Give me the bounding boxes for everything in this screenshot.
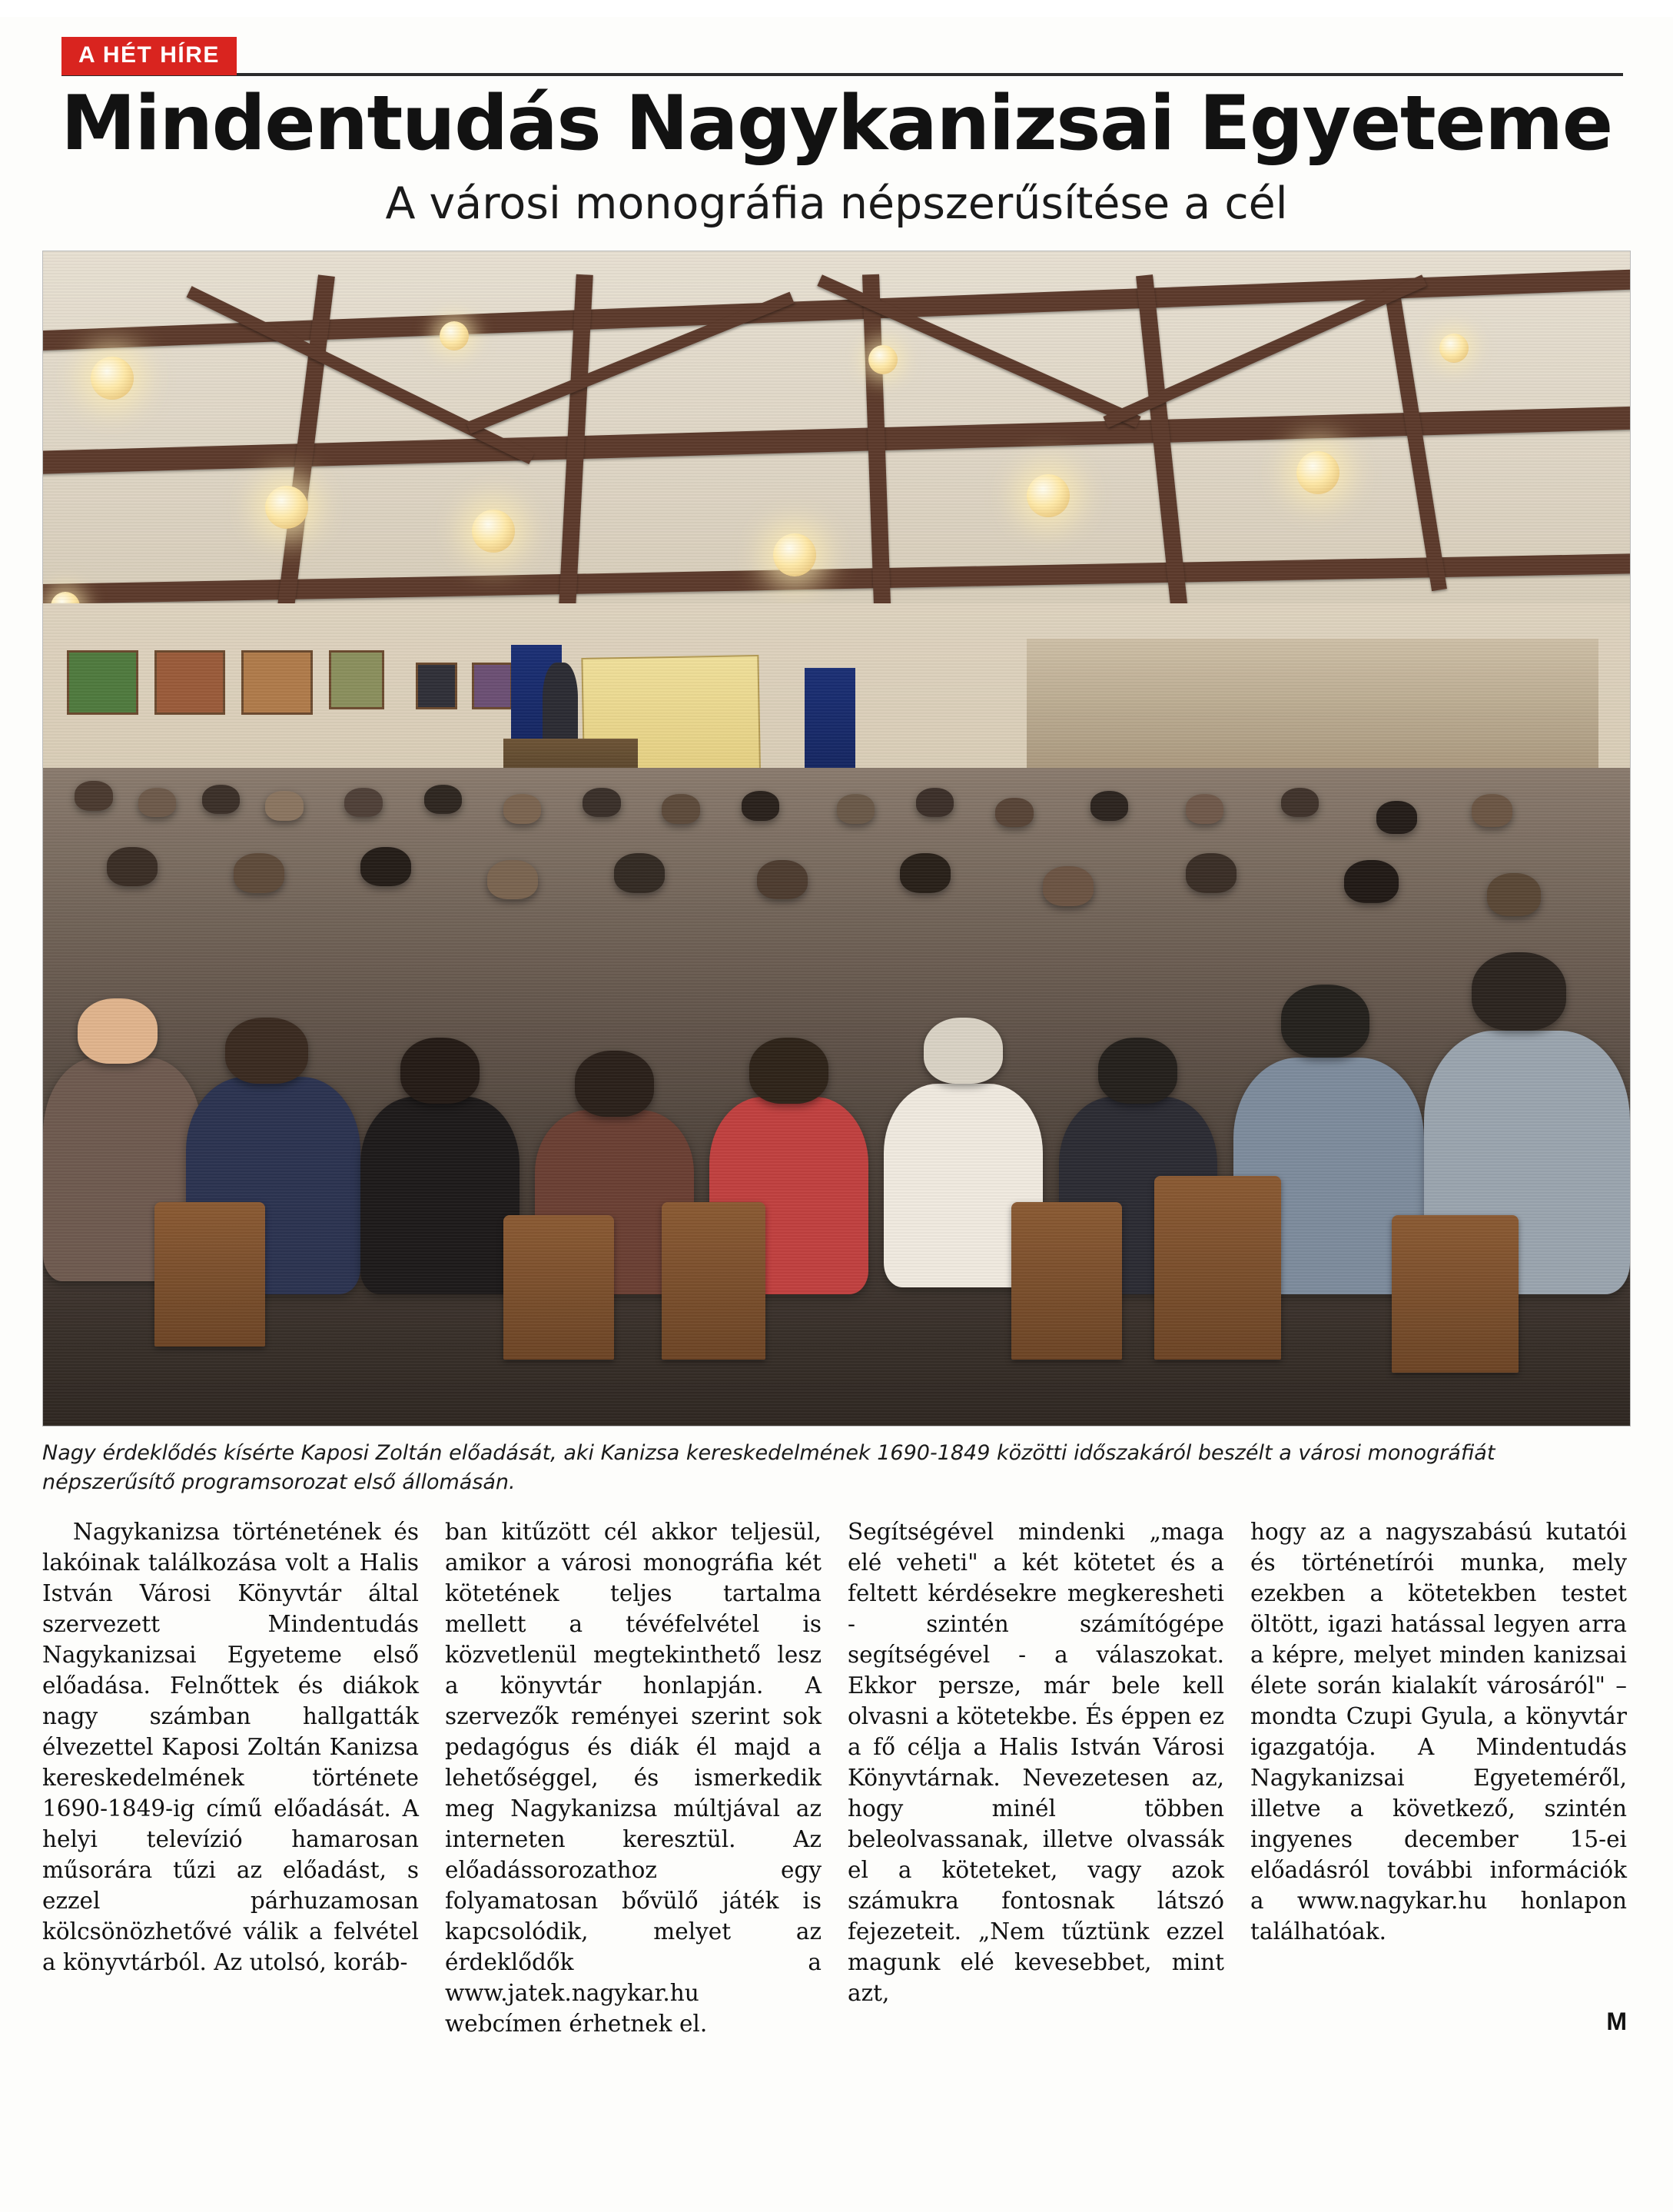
body-column-1 [42,1517,419,2039]
ceiling-lamp [472,510,515,553]
audience-head [424,785,463,815]
audience [43,768,1630,1426]
body-column-4 [1250,1517,1627,2039]
photo-scene [43,251,1630,1426]
audience-person [360,1097,519,1294]
ceiling-lamp [868,345,898,374]
ceiling-lamp [1296,451,1339,494]
audience-head [503,794,542,824]
audience-head [225,1018,307,1084]
ceiling-lamp [773,533,816,576]
chair [154,1202,266,1347]
audience-head [1281,788,1319,818]
article-photo [42,251,1631,1427]
audience-head [107,847,158,886]
page-subtitle: A városi monográfia népszerűsítése a cél [385,178,1288,229]
body-paragraph: ban kitűzött cél akkor teljesül, amikor a városi monográfia két kötetének teljes tartalma mellett a tévéfelvétel is közvetlenül megtekinthető lesz a könyvtár honlapján. A szervezők reményei szerint sok pedagógus és diák él majd a lehetőséggel, és ismerkedik meg Nagykanizsa múltjával az interneten keresztül. Az előadássorozathoz egy folyamatosan bővülő játék is kapcsolódik, melyet az érdeklődők a www.jatek.nagykar.hu webcímen érhetnek el. [445,1519,822,2037]
audience-head [662,794,700,824]
audience-head [344,788,383,818]
audience-head [575,1051,654,1117]
audience-head [995,798,1034,828]
audience-head [1472,952,1567,1031]
ceiling-lamp [1027,474,1070,517]
body-column-2 [445,1517,822,2039]
audience-head [202,785,241,815]
ceiling-lamp [91,357,134,400]
audience-head [1186,794,1224,824]
page-title: Mindentudás Nagykanizsai Egyeteme [61,80,1612,168]
chair [503,1215,615,1360]
body-column-3 [848,1517,1224,2039]
chair [1154,1176,1281,1360]
audience-head [924,1018,1003,1084]
audience-head [234,853,284,892]
audience-head [614,853,665,892]
audience-head [78,998,157,1064]
audience-head [916,788,954,818]
body-paragraph: Segítségével mindenki „maga elé veheti" a két kötetet és a feltett kérdésekre megkeresheti - szintén számítógépe segítségével - a válaszokat. Ekkor persze, már bele kell olvasni a kötetekbe. És éppen ez a fő célja a Halis István Városi Könyvtárnak. Nevezetesen az, hogy minél többen beleolvassanak, illetve olvassák el a köteteket, vagy azok számukra fontosnak látszó fejezeteit. „Nem tűztünk ezzel magunk elé kevesebbet, mint azt, [848,1519,1224,2006]
end-mark: M [1606,2007,1627,2035]
wall-painting [67,650,138,715]
header-rule [61,73,1623,76]
audience-head [900,853,951,892]
chair [662,1202,765,1360]
audience-head [837,794,875,824]
audience-head [742,791,780,821]
article-body [42,1517,1631,2039]
wall-painting [329,650,384,709]
audience-head [265,791,304,821]
audience-head [1281,985,1370,1057]
kicker-row [42,17,1631,77]
wall-painting [154,650,226,715]
audience-head [1043,866,1094,905]
audience-head [1472,794,1513,827]
audience-head [75,781,113,811]
audience-head [749,1038,828,1104]
wall-painting [472,663,513,709]
audience-head [400,1038,480,1104]
audience-head [138,788,177,818]
audience-head [1090,791,1129,821]
audience-head [1487,873,1541,916]
ceiling-lamp [1439,334,1469,363]
audience-head [360,847,411,886]
newspaper-page [0,17,1673,2212]
body-paragraph: Nagykanizsa történetének és lakóinak találkozása volt a Halis István Városi Könyvtár által szervezett Mindentudás Nagykanizsai Egyeteme első előadása. Felnőttek és diákok nagy számban hallgatták élvezettel Kaposi Zoltán Kanizsa kereskedelmének története 1690-1849-ig című előadását. A helyi televízió hamarosan műsorára tűzi az előadást, s ezzel párhuzamosan kölcsönözhetővé válik a felvétel a könyvtárból. Az utolsó, koráb- [42,1519,419,1976]
speaker-person [543,663,577,751]
audience-head [583,788,621,818]
section-flag: A HÉT HÍRE [61,37,237,75]
photo-caption: Nagy érdeklődés kísérte Kaposi Zoltán előadását, aki Kanizsa kereskedelmének 1690-1849 közötti időszakáról beszélt a városi monográfiát népszerűsítő programsorozat első állomásán. [42,1440,1495,1495]
audience-head [1186,853,1236,892]
audience-head [1376,801,1418,834]
chair [1011,1202,1123,1360]
audience-head [487,860,538,899]
wall-painting [416,663,457,709]
body-paragraph: hogy az a nagyszabású kutatói és történetírói munka, mely ezekben a kötetekben testet öltött, igazi hatással legyen arra a képre, melyet minden kanizsai élete során kialakít városáról" – mondta Czupi Gyula, a könyvtár igazgatója. A Mindentudás Nagykanizsai Egyeteméről, illetve a következő, szintén ingyenes december 15-ei előadásról további információk a www.nagykar.hu honlapon találhatóak. [1250,1519,1627,1945]
audience-head [1098,1038,1177,1104]
wall-painting [241,650,313,715]
chair [1392,1215,1519,1373]
audience-head [757,860,808,899]
audience-head [1344,860,1398,903]
